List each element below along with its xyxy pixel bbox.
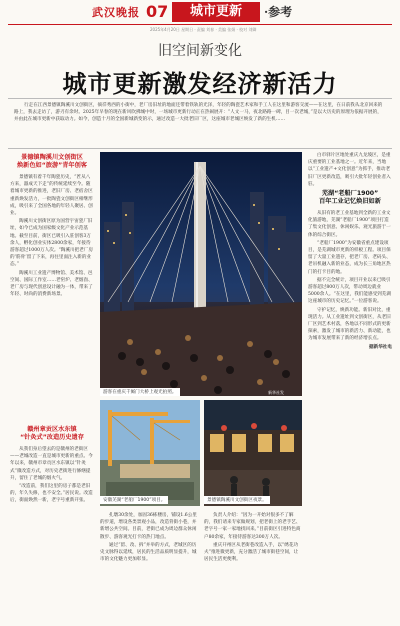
street-night-photo (204, 400, 302, 506)
paragraph: 重庆开州区从老街巷改造入手，以“绣花功夫”推进微更新，充分激活了城市街巷空间，让居民生活更便利。 (204, 542, 299, 563)
right-column (308, 152, 392, 622)
middle-column-a (100, 512, 200, 622)
main-photo-caption: 游客在重庆千厮门大桥上观光拍照。 (100, 388, 180, 396)
shipyard-crane-photo (100, 400, 200, 506)
paragraph: 白市驿片区地处重庆九龙坡区，是重庆重要的工业基地之一。近年来，当地以“工业遗产+文化创意”为抓手，推动老旧厂区更新改造，吸引大批年轻创业者入驻。 (308, 153, 391, 187)
subheading-wuhu: 芜湖“老船厂1900” 百年工业记忆焕旧如新 (319, 190, 381, 206)
paragraph: 扎墩30余处，加固36栋楼房，铺设1.6公里的步道，增设各类景观小品，改造背街小巷，并新增公共空间。目前，老街已成为周边群众休闲散步、游客观光打卡的热门地点。 (100, 513, 197, 540)
paragraph: 景德镇有着千年陶瓷历史，“匠从八方来，器成天下走”的传统延续至今。随着城市更新的推进，老旧厂房、老宿舍区重新焕发活力，一批陶瓷文创街区相继形成，吸引来了全国各地的年轻人聚居、创业。 (10, 175, 93, 217)
subheading-jingdezhen: 景德镇陶溪川文创街区 焕新色如“旅游”青年创客 (16, 154, 87, 169)
masthead-rule (8, 24, 392, 25)
left-bottom-column (10, 424, 94, 620)
edition-meta: 2025年4月20日 星期日 · 责编 刘春 · 美编 张娟 · 校对 刘卿 (150, 27, 257, 32)
section-banner (172, 2, 260, 22)
paragraph: 陶溪川文创街区原为国营宇宙瓷厂旧址，如今已成为国家级文化产业示范基地。截至目前，街区已吸引入驻创客3万余人，孵化创业实体2800余家，年接待游客超过1000万人次。“陶溪川把老厂房的‘筋骨’留了下来，再往里面注入新的业态。” (10, 219, 93, 268)
paragraph: 据不完全统计，项目开业以来已吸引游客超过800万人次，带动周边就业5000余人。“在这里，我们能感受到芜湖这座城市的历史记忆。”一位游客说。 (308, 277, 391, 305)
shipyard-photo (100, 400, 200, 506)
bridge-night-photo (100, 152, 302, 396)
paragraph: 通过“留、改、拆”并举的方式，老城区的历史文脉得以延续，居民的生活品质明显提升，城市的文化魅力更加彰显。 (100, 542, 197, 563)
main-photo (100, 152, 302, 396)
divider (8, 98, 392, 99)
shipyard-photo-caption: 安徽芜湖“老船厂1900”项目。 (100, 496, 168, 504)
paragraph: 陶溪川工业遗产博物馆、美术馆、邑空间、国际工作室……老窑炉、老烟囱、老厂房与现代创意设计融为一体，带来了年轻、时尚的消费新场景。 (10, 270, 93, 298)
newspaper-brand: 武汉晚报 (92, 6, 140, 19)
left-column (10, 152, 94, 420)
paragraph: 从旧有的老工业基地到全新的工业文化旅游地，芜湖“老船厂1900”项目打造了集文化创意、休闲娱乐、观光旅游于一体的综合街区。 (308, 211, 391, 238)
subheading-ganzhou: 赣州章贡区水东镇 “针灸式”改造历史遗存 (20, 426, 84, 441)
page-number: 07 (146, 2, 169, 21)
section-subtitle: ·参考 (264, 5, 293, 19)
paragraph: 从我们身后望去的是赣州的老街区——老城改造一直是城市更新的重点。今年以来，赣州市章贡区水东镇以“针灸式”微改造方式，对历史老街进行修缮提升，留住了老城的烟火气。 (10, 447, 93, 481)
street-photo (204, 400, 302, 506)
lede: 行走在江西景德镇陶溪川文创街区，徜徉秀西的小街中，老厂房旧址的地面还带着铁轨的光泽，年轻的陶瓷艺术家和手工人在这里和游客交流——在这里，在日前我从北京回来的路上，我去走访了，游刃有余时。2025年早春的现在新风吹拂城中时，一场城市更新行动正在热闹展开：“人文一马，夜北路路一碑，目一次老城，”是以大历史的原理为依据开展的，并由此在城市更新中获取动力。如今，创造十月的全国新城新变的示，通过改造一大批老旧厂区，这座城市老城区焕发了新的生机…… (14, 103, 383, 123)
byline: 据新华社电 (369, 344, 392, 350)
section-title: 城市更新 (189, 4, 242, 19)
paragraph: “改造前，我们这里的房子都是老旧的，年久失修，也不安全。”居民说。改造后，街面焕然一新，老字号重新开张。 (10, 484, 93, 504)
headline: 城市更新激发经济新活力 (62, 70, 338, 98)
paragraph: 守护记忆，焕新功能。新旧对比，重现活力。从工业遗址到文创街区，从老旧厂区到艺术村落，各地以不同形式的更新探索，激发了城市的新活力、新动能，也为城市发展带来了新的经济增长点。 (308, 307, 391, 342)
masthead (0, 0, 400, 32)
middle-column-b (204, 512, 302, 622)
paragraph: “老船厂1900”为安徽省重点建设项目，是芜湖城市更新的样板工程。项目保留了大量工业遗存，把老厂房、老码头、老吊机融入新的业态，成为长三角地区热门的打卡目的地。 (308, 240, 391, 275)
photo-credit: 新华社发 (268, 390, 284, 395)
divider (8, 148, 392, 149)
kicker: 旧空间新变化 (158, 43, 242, 59)
paragraph: 负责人介绍：“因为一开始对很多不了解的，我们请来专家做规划，把老街上的老手艺、老字号一家一家地找回来。”目前街区引进特色商户80余家，年接待游客达300万人次。 (204, 513, 301, 540)
street-photo-caption: 景德镇陶溪川文创街区夜景。 (204, 496, 270, 504)
